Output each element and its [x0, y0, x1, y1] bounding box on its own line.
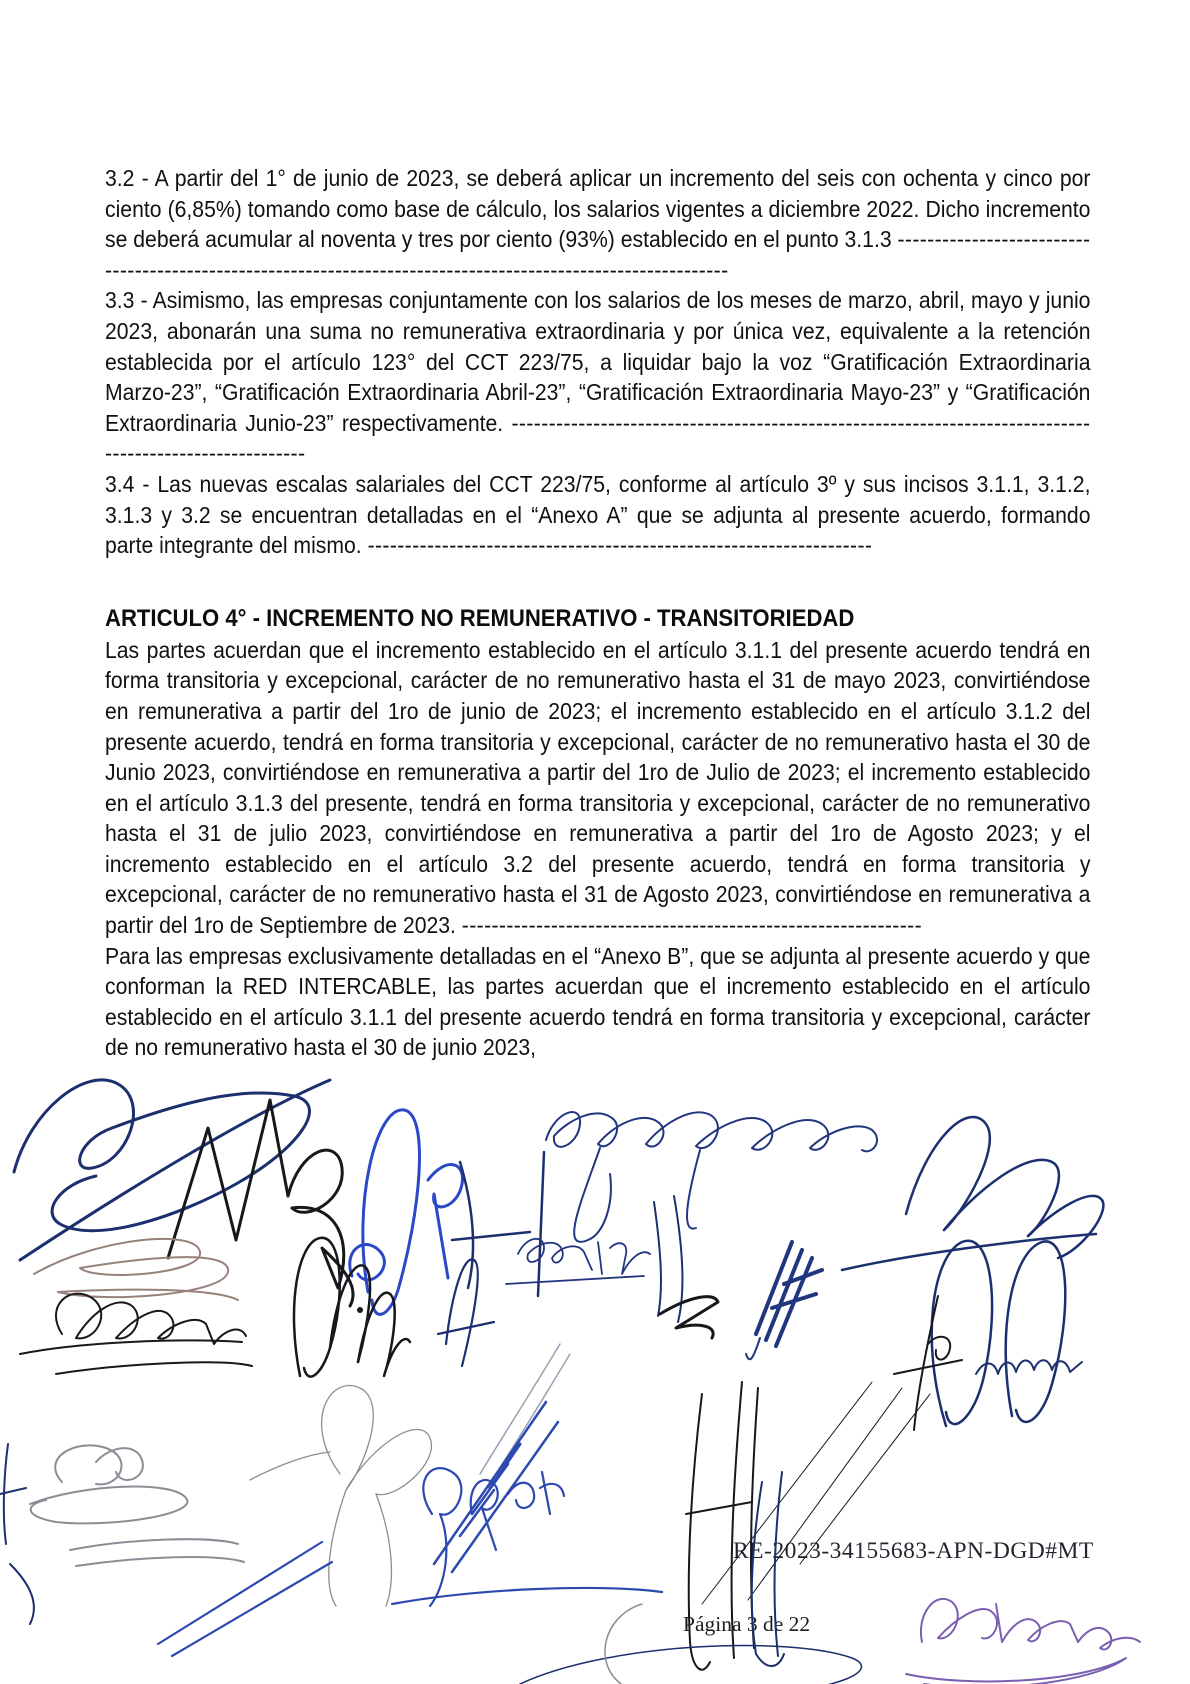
signature-ink-scribble: [294, 1238, 410, 1377]
signature-ink-scribble: [350, 1110, 463, 1314]
paragraph-4-1-text: Las partes acuerdan que el incremento establecido en el artículo 3.1.1 del presente acuerdo tendrá en forma transitoria y excepcional, carácter de no remunerativo hasta el 31 de mayo 2023, convirtiéndose en remunerativa a partir del 1ro de junio de 2023; el incremento establecido en el artículo 3.1.2 del presente acuerdo, tendrá en forma transitoria y excepcional, carácter de no remunerativo hasta el 30 de Junio 2023, convirtiéndose en remunerativa a partir del 1ro de Julio de 2023; el incremento establecido en el artículo 3.1.3 del presente, tendrá en forma transitoria y excepcional, carácter de no remunerativo hasta el 31 de julio 2023, convirtiéndose en remunerativa a partir del 1ro de Agosto 2023; y el incremento establecido en el artículo 3.2 del presente acuerdo, tendrá en forma transitoria y excepcional, carácter de no remunerativo hasta el 31 de Agosto 2023, convirtiéndose en remunerativa a partir del 1ro de Septiembre de 2023.: [105, 636, 1091, 939]
signature-ink-scribble: [250, 1386, 431, 1606]
signature-ink-scribble: [894, 1296, 962, 1430]
signature-ink-scribble: [392, 1468, 662, 1606]
paragraph-3-3-text: 3.3 - Asimismo, las empresas conjuntamente con los salarios de los meses de marzo, abril, mayo y junio 2023, abonarán una suma no remunerativa extraordinaria y por única vez, equivalente a la retención establecida por el artículo 123° del CCT 223/75, a liquidar bajo la voz “Gratificación Extraordinaria Marzo-23”, “Gratificación Extraordinaria Abril-23”, “Gratificación Extraordinaria Mayo-23” y “Gratificación Extraordinaria Junio-23” respectivamente.: [105, 287, 1091, 436]
signature-ink-scribble: [506, 1239, 650, 1284]
paragraph-3-3: [105, 285, 1090, 469]
signatures-overlay: [0, 1044, 1190, 1684]
signature-ink-scribble: [932, 1241, 1082, 1426]
signature-ink-scribble: [438, 1259, 494, 1366]
signature-ink-scribble: [906, 1599, 1140, 1684]
paragraph-4-2-text: Para las empresas exclusivamente detalladas en el “Anexo B”, que se adjunta al presente acuerdo y que conforman la RED INTERCABLE, las partes acuerdan que el incremento establecido en el artículo establecido en el artículo 3.1.1 del presente acuerdo tendrá en forma transitoria y excepcional, carácter de no remunerativo hasta el 30 de junio 2023,: [105, 942, 1091, 1061]
signature-ink-scribble: [34, 1239, 238, 1300]
signature-ink-scribble: [158, 1542, 332, 1656]
signature-ink-scribble: [480, 1344, 570, 1480]
signature-ink-scribble: [168, 1100, 363, 1313]
paragraph-3-2: [105, 163, 1090, 285]
signature-ink-scribble: [605, 1604, 642, 1684]
paragraph-4-1-dash-fill: --------------------------------------------------------------: [461, 912, 922, 939]
signature-ink-scribble: [842, 1117, 1103, 1270]
paragraph-3-2-dash-fill: --------------------------------------------------------------------------------------------------------------: [105, 226, 1091, 283]
paragraph-4-1: [105, 635, 1090, 941]
signature-gustavo-bellingeri: [546, 1112, 877, 1242]
signature-ink-scribble: [434, 1402, 558, 1572]
signature-ink-scribble: [20, 1294, 252, 1374]
signature-ink-scribble: [654, 1196, 682, 1322]
document-text-block: [105, 163, 1090, 1063]
paragraph-3-4-text: 3.4 - Las nuevas escalas salariales del CCT 223/75, conforme al artículo 3º y sus incisos 3.1.1, 3.1.2, 3.1.3 y 3.2 se encuentran detalladas en el “Anexo A” que se adjunta al presente acuerdo, formando parte integrante del mismo.: [105, 470, 1091, 559]
signature-ink-scribble: [452, 1152, 544, 1296]
signature-ink-scribble: [14, 1080, 330, 1260]
paragraph-3-4: [105, 469, 1090, 561]
signature-ink-scribble: [702, 1382, 930, 1604]
article-4-heading: ARTICULO 4° - INCREMENTO NO REMUNERATIVO - TRANSITORIEDAD: [105, 604, 855, 632]
paragraph-3-2-text: 3.2 - A partir del 1° de junio de 2023, se deberá aplicar un incremento del seis con ochenta y cinco por ciento (6,85%) tomando como base de cálculo, los salarios vigentes a diciembre 2022. Dicho incremento se deberá acumular al noventa y tres por ciento (93%) establecido en el punto 3.1.3: [105, 165, 1091, 253]
signature-ink-scribble: [746, 1242, 822, 1359]
paragraph-3-4-dash-fill: --------------------------------------------------------------------: [367, 532, 873, 559]
gde-reference-code: RE-2023-34155683-APN-DGD#MT: [733, 1538, 1094, 1564]
signature-ink-scribble: [520, 1645, 861, 1684]
signature-ink-scribble: [0, 1444, 34, 1624]
signature-ink-scribble: [30, 1445, 244, 1566]
paragraph-3-3-dash-fill: ---------------------------------------------------------------------------------------------------------: [105, 409, 1091, 467]
page-number-label: Página 3 de 22: [683, 1612, 811, 1636]
paragraph-4-2: [105, 941, 1090, 1063]
